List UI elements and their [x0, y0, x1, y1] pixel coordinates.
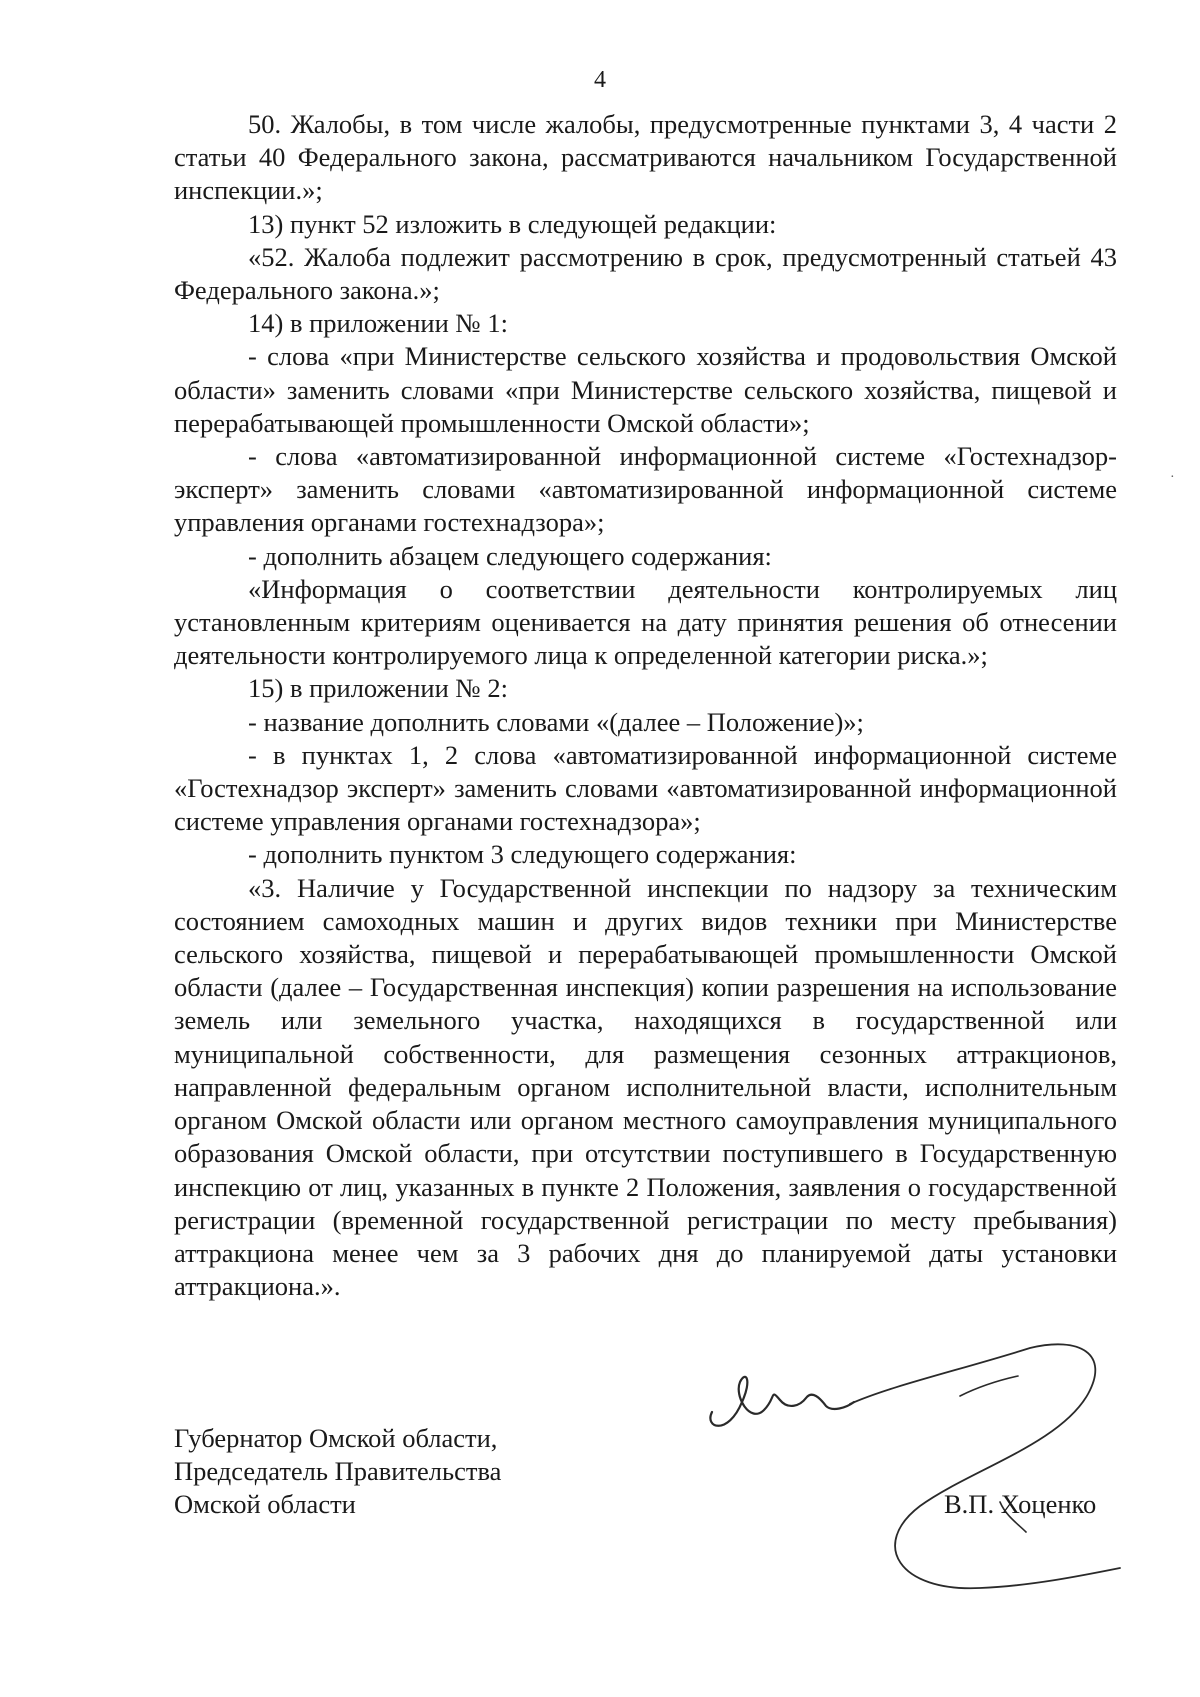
- paragraph-14: 14) в приложении № 1:: [248, 308, 508, 339]
- paragraph-14-item-2: - слова «автоматизированной информационной системе «Гостехнадзор-эксперт» заменить словами «автоматизированной информационной системе управления органами гостехнадзора»;: [174, 441, 1117, 538]
- paragraph-14-item-1: - слова «при Министерстве сельского хозяйства и продовольствия Омской области» заменить словами «при Министерстве сельского хозяйства, пищевой и перерабатывающей промышленности Омской области»;: [174, 341, 1117, 438]
- paragraph-15-item-2: - в пунктах 1, 2 слова «автоматизированной информационной системе «Гостехнадзор эксперт» заменить словами «автоматизированной информационной системе управления органами гостехнадзора»;: [174, 739, 1117, 837]
- handwritten-signature: [700, 1340, 1140, 1600]
- paragraph-15: 15) в приложении № 2:: [248, 673, 508, 704]
- paragraph-15-quote: «3. Наличие у Государственной инспекции по надзору за техническим состоянием самоходных машин и других видов техники при Министерстве сельского хозяйства, пищевой и перерабатывающей промышленности Омской области (далее – Государственная инспекция) копии разрешения на использование земель или земельного участка, находящихся в государственной или муниципальной собственности, для размещения сезонных аттракционов, направленной федеральным органом исполнительной власти, исполнительным органом Омской области или органом местного самоуправления муниципального образования Омской области, при отсутствии поступившего в Государственную инспекцию от лиц, указанных в пункте 2 Положения, заявления о государственной регистрации (временной государственной регистрации по месту пребывания) аттракциона менее чем за 3 рабочих дня до планируемой даты установки аттракциона.».: [174, 872, 1117, 1302]
- scan-mark: ·: [1170, 470, 1175, 485]
- signer-title-line-2: Председатель Правительства: [174, 1456, 502, 1487]
- paragraph-15-item-1: - название дополнить словами «(далее – Положение)»;: [248, 706, 864, 737]
- paragraph-14-quote: «Информация о соответствии деятельности контролируемых лиц установленным критериям оценивается на дату принятия решения об отнесении деятельности контролируемого лица к определенной категории риска.»;: [174, 573, 1117, 671]
- signer-title-line-1: Губернатор Омской области,: [174, 1423, 498, 1453]
- signer-title-line-3: Омской области: [174, 1489, 356, 1520]
- signer-name: В.П. Хоценко: [944, 1489, 1097, 1519]
- paragraph-14-item-3: - дополнить абзацем следующего содержания:: [248, 540, 772, 571]
- signature-title-block: [174, 1422, 501, 1522]
- page-number: 4: [594, 67, 606, 93]
- paragraph-50: 50. Жалобы, в том числе жалобы, предусмотренные пунктами 3, 4 части 2 статьи 40 Федерального закона, рассматриваются начальником Государственной инспекции.»;: [174, 109, 1117, 206]
- document-body: [174, 108, 1117, 1303]
- paragraph-52-text: «52. Жалоба подлежит рассмотрению в срок, предусмотренный статьей 43 Федерального закона.»;: [174, 241, 1117, 306]
- paragraph-15-item-3: - дополнить пунктом 3 следующего содержания:: [248, 839, 797, 870]
- paragraph-13: 13) пункт 52 изложить в следующей редакции:: [248, 208, 777, 239]
